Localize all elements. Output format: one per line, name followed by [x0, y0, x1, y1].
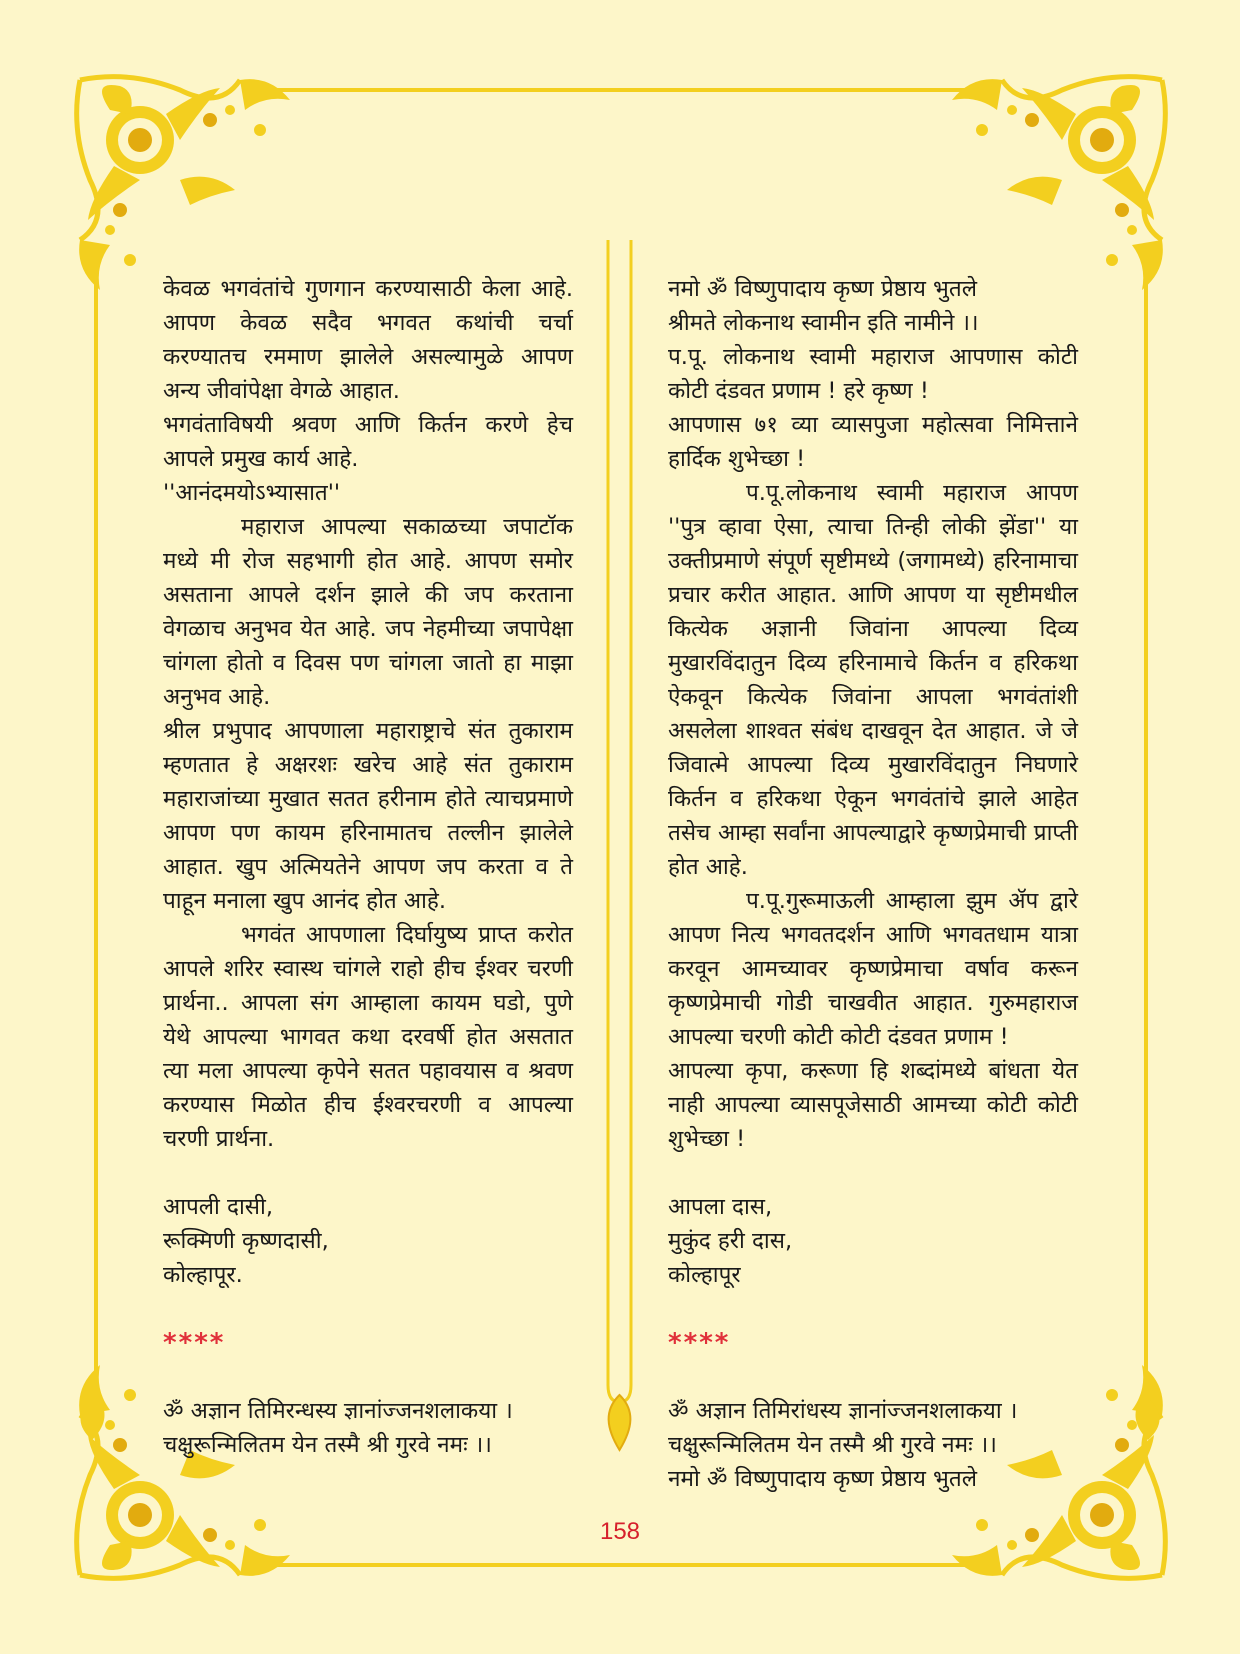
left-column [163, 272, 573, 1462]
verse-line: ॐ अज्ञान तिमिरन्धस्य ज्ञानांज्जनशलाकया । [163, 1398, 513, 1424]
verse-line: ॐ अज्ञान तिमिरांधस्य ज्ञानांज्जनशलाकया । [668, 1398, 1018, 1424]
paragraph: भगवंत आपणाला दिर्घायुष्य प्राप्त करोत आपले शरिर स्वास्थ चांगले राहो हीच ईश्वर चरणी प्रार्थना.. आपला संग आम्हाला कायम घडो, पुणे येथे आपल्या भागवत कथा दरवर्षी होत असतात त्या मला आपल्या कृपेने सतत पहावयास व श्रवण करण्यास मिळोत हीच ईश्वरचरणी व आपल्या चरणी प्रार्थना. [163, 922, 573, 1152]
signature-line: कोल्हापूर [668, 1262, 741, 1288]
corner-ornament-top-left [77, 77, 290, 290]
paragraph: महाराज आपल्या सकाळच्या जपाटॉक मध्ये मी रोज सहभागी होत आहे. आपण समोर असताना आपले दर्शन झाले की जप करताना वेगळाच अनुभव येत आहे. जप नेहमीच्या जपापेक्षा चांगला होतो व दिवस पण चांगला जातो हा माझा अनुभव आहे. [163, 514, 573, 710]
separator-stars: **** [668, 1328, 731, 1358]
signature-line: कोल्हापूर. [163, 1262, 243, 1288]
paragraph: प.पू. लोकनाथ स्वामी महाराज आपणास कोटी कोटी दंडवत प्रणाम ! हरे कृष्ण ! [668, 344, 1078, 404]
signature-line: रूक्मिणी कृष्णदासी, [163, 1228, 329, 1254]
separator-stars: **** [163, 1328, 226, 1358]
column-divider [608, 240, 631, 1402]
paragraph: भगवंताविषयी श्रवण आणि किर्तन करणे हेच आपले प्रमुख कार्य आहे. [163, 412, 573, 472]
page-number: 158 [599, 1518, 641, 1545]
corner-ornament-top-right [952, 77, 1165, 290]
verse-line: नमो ॐ विष्णुपादाय कृष्ण प्रेष्ठाय भुतले [668, 276, 977, 302]
verse-line: चक्षुरून्मिलितम येन तस्मै श्री गुरवे नमः ।। [668, 1432, 997, 1458]
paragraph: आपणास ७१ व्या व्यासपुजा महोत्सवा निमित्ताने हार्दिक शुभेच्छा ! [668, 412, 1078, 472]
paragraph: श्रील प्रभुपाद आपणाला महाराष्ट्राचे संत तुकाराम म्हणतात हे अक्षरशः खरेच आहे संत तुकाराम महाराजांच्या मुखात सतत हरीनाम होते त्याचप्रमाणे आपण पण कायम हरिनामातच तल्लीन झालेले आहात. खुप अत्मियतेने आपण जप करता व ते पाहून मनाला खुप आनंद होत आहे. [163, 718, 573, 914]
divider-drop [609, 1395, 631, 1450]
verse-line: श्रीमते लोकनाथ स्वामीन इति नामीने ।। [668, 310, 979, 336]
right-column [668, 272, 1078, 1496]
paragraph: प.पू.गुरूमाऊली आम्हाला झुम ॲप द्वारे आपण नित्य भगवतदर्शन आणि भगवतधाम यात्रा करवून आमच्यावर कृष्णप्रेमाचा वर्षाव करून कृष्णप्रेमाची गोडी चाखवीत आहात. गुरुमहाराज आपल्या चरणी कोटी कोटी दंडवत प्रणाम ! [668, 888, 1078, 1050]
signature-line: आपला दास, [668, 1194, 773, 1220]
paragraph: केवळ भगवंतांचे गुणगान करण्यासाठी केला आहे. आपण केवळ सदैव भगवत कथांची चर्चा करण्यातच रममाण झालेले असल्यामुळे आपण अन्य जीवांपेक्षा वेगळे आहात. [163, 276, 573, 404]
paragraph: प.पू.लोकनाथ स्वामी महाराज आपण ''पुत्र व्हावा ऐसा, त्याचा तिन्ही लोकी झेंडा'' या उक्तीप्रमाणे संपूर्ण सृष्टीमध्ये (जगामध्ये) हरिनामाचा प्रचार करीत आहात. आणि आपण या सृष्टीमधील कित्येक अज्ञानी जिवांना आपल्या दिव्य मुखारविंदातुन दिव्य हरिनामाचे किर्तन व हरिकथा ऐकवून कित्येक जिवांना आपला भगवंतांशी असलेला शाश्वत संबंध दाखवून देत आहात. जे जे जिवात्मे आपल्या दिव्य मुखारविंदातुन निघणारे किर्तन व हरिकथा ऐकून भगवंतांचे झाले आहेत तसेच आम्हा सर्वांना आपल्याद्वारे कृष्णप्रेमाची प्राप्ती होत आहे. [668, 480, 1078, 880]
signature-line: मुकुंद हरी दास, [668, 1228, 793, 1254]
signature-line: आपली दासी, [163, 1194, 273, 1220]
verse-line: चक्षुरून्मिलितम येन तस्मै श्री गुरवे नमः ।। [163, 1432, 492, 1458]
quote-line: ''आनंदमयोऽभ्यासात'' [163, 480, 341, 506]
verse-line: नमो ॐ विष्णुपादाय कृष्ण प्रेष्ठाय भुतले [668, 1466, 977, 1492]
paragraph: आपल्या कृपा, करूणा हि शब्दांमध्ये बांधता येत नाही आपल्या व्यासपूजेसाठी आमच्या कोटी कोटी शुभेच्छा ! [668, 1058, 1078, 1152]
